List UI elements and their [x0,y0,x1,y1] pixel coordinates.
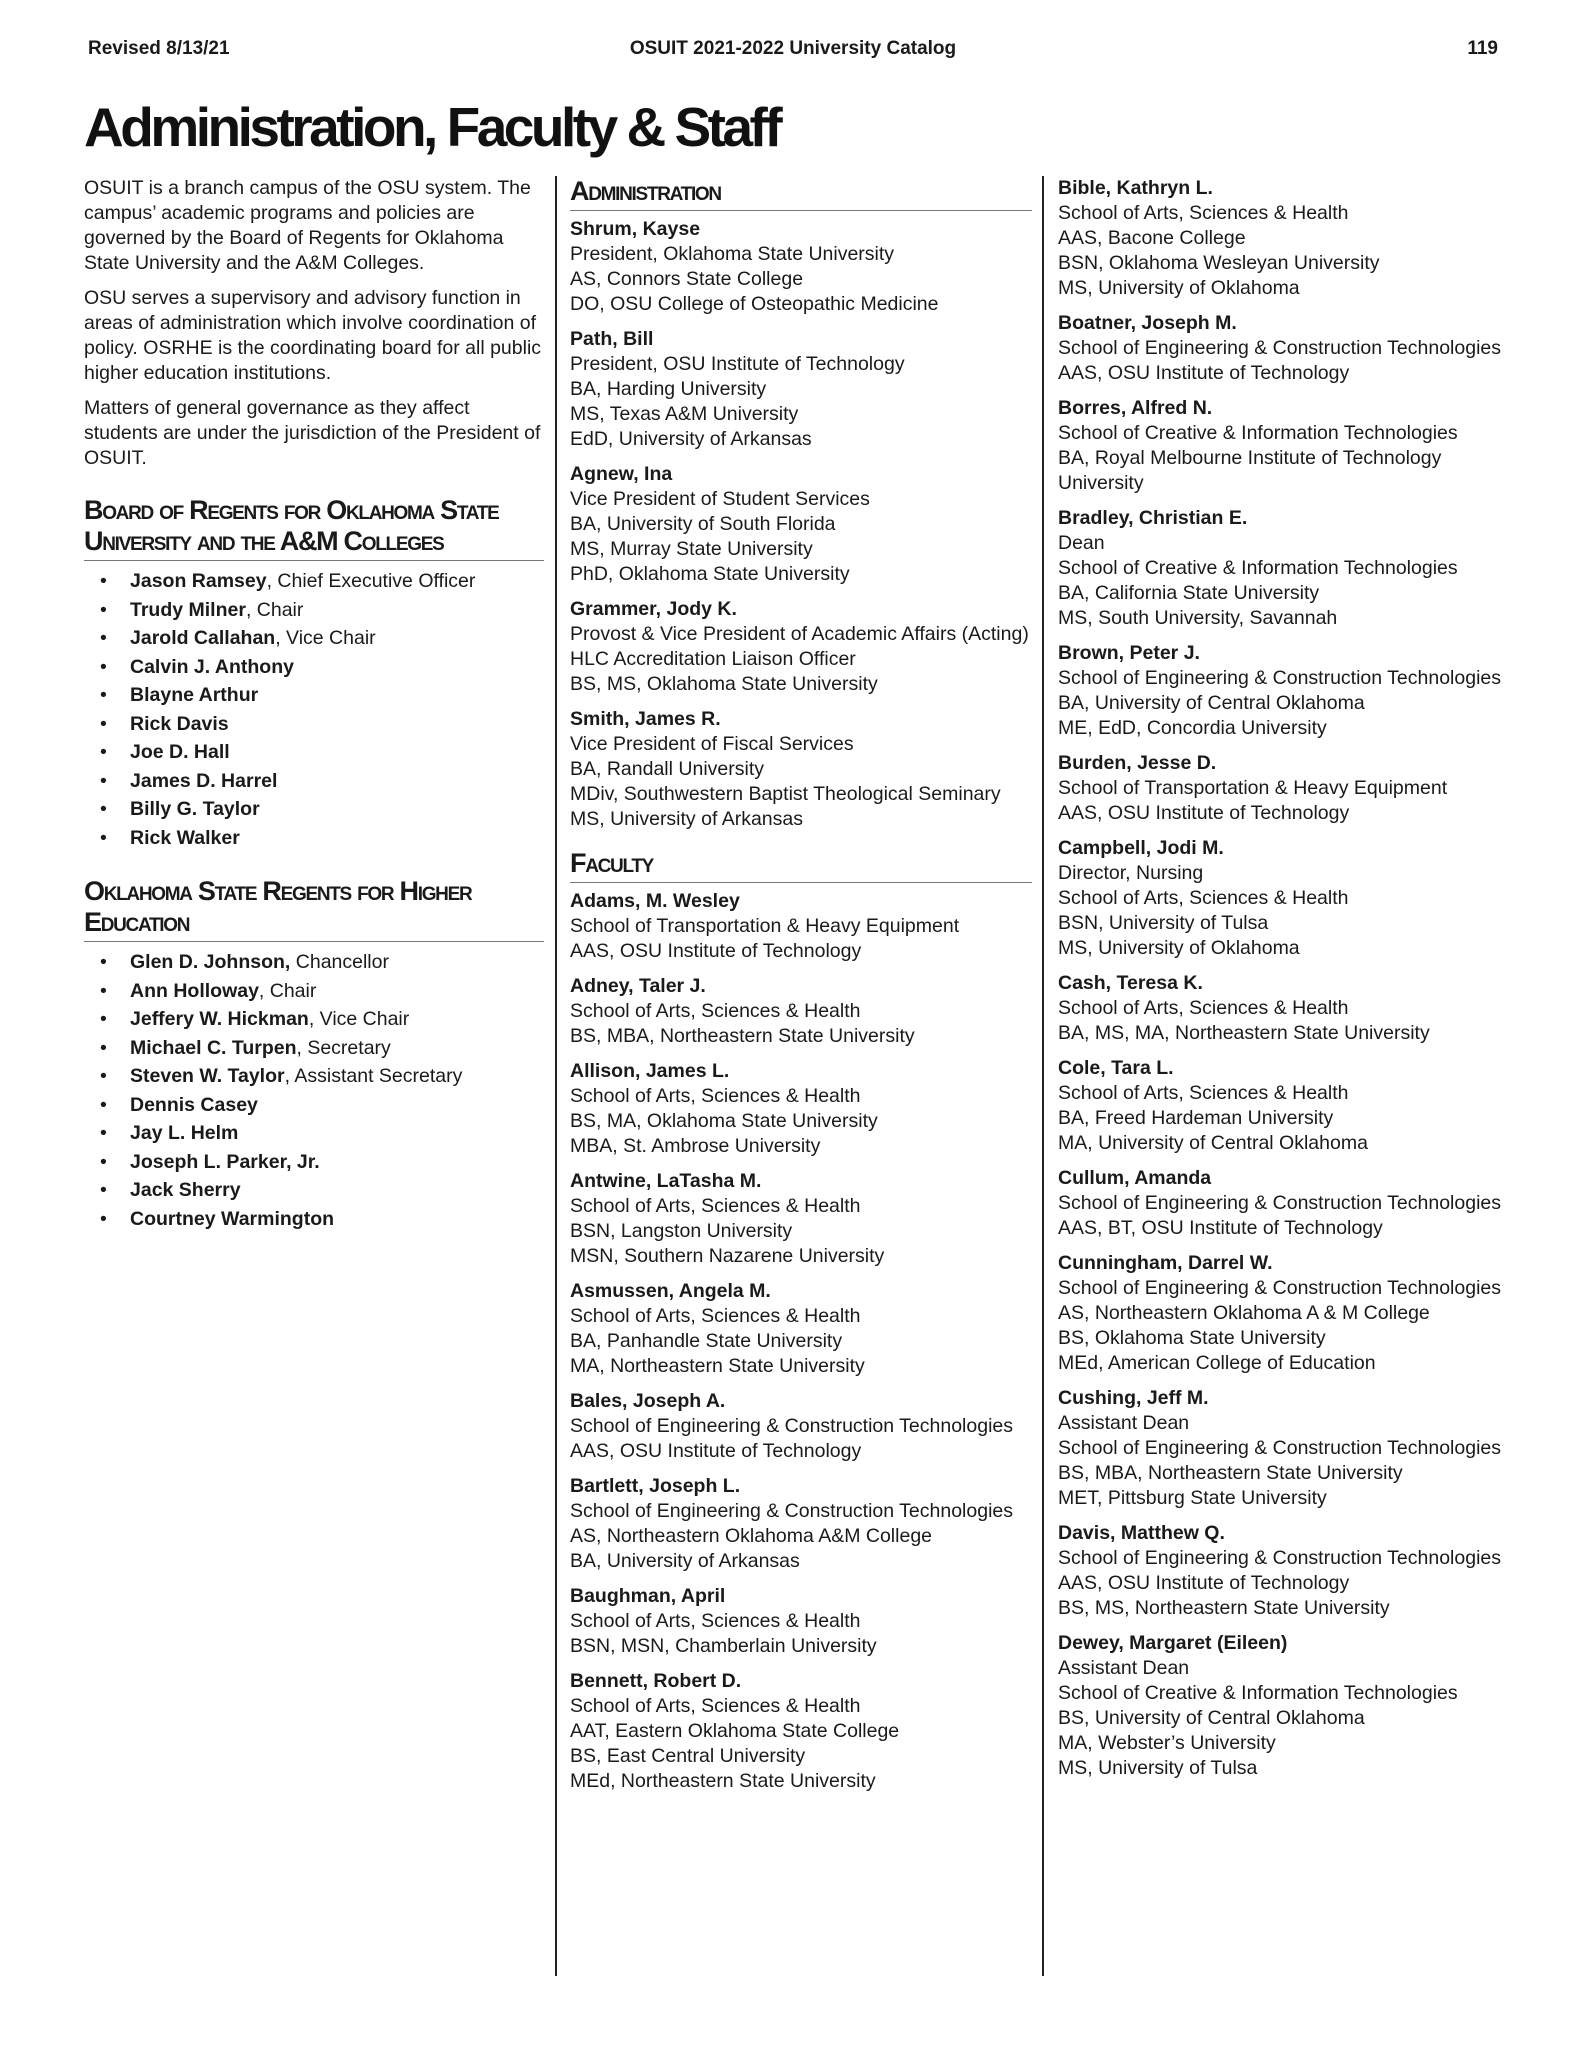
person-entry [1058,176,1508,301]
person-detail: BA, Harding University [570,378,767,400]
person-entry [570,1669,1032,1794]
member-role: , Chair [245,598,304,621]
person-name: Path, Bill [570,328,654,350]
bullet-icon: • [100,951,107,973]
roster-item [100,1119,544,1148]
person-detail: Assistant Dean [1058,1412,1190,1434]
person-detail: BS, East Central University [570,1745,806,1767]
person-detail: AAS, BT, OSU Institute of Technology [1058,1217,1383,1239]
person-detail: BA, California State University [1058,582,1320,604]
roster-item [100,1091,544,1120]
person-name: Cole, Tara L. [1058,1057,1174,1079]
member-name: Joseph L. Parker, Jr. [130,1150,320,1173]
person-detail: AAS, OSU Institute of Technology [570,1440,862,1462]
person-detail: School of Creative & Information Technologies [1058,422,1458,444]
member-name: Trudy Milner [130,598,246,621]
bullet-icon: • [100,598,107,621]
person-detail: BA, MS, MA, Northeastern State University [1058,1022,1430,1044]
roster-item [100,795,544,824]
member-role: , Chief Executive Officer [266,570,476,592]
person-detail: School of Arts, Sciences & Health [1058,887,1349,909]
person-detail: AAS, Bacone College [1058,227,1246,249]
administration-list [570,217,1032,832]
member-role: , Secretary [296,1036,391,1059]
member-name: Jay L. Helm [130,1122,239,1144]
person-entry [1058,751,1508,826]
person-detail: School of Engineering & Construction Technologies [1058,1437,1502,1459]
person-detail: BSN, Oklahoma Wesleyan University [1058,252,1380,274]
person-detail: AS, Northeastern Oklahoma A&M College [570,1525,933,1547]
bullet-icon: • [100,798,107,820]
bullet-icon: • [100,627,107,649]
person-entry [570,327,1032,452]
person-detail: Vice President of Fiscal Services [570,733,854,755]
person-entry [1058,1386,1508,1511]
bullet-icon: • [100,979,107,1002]
person-name: Cash, Teresa K. [1058,972,1203,994]
member-name: Blayne Arthur [130,684,259,706]
member-name: Jack Sherry [130,1179,241,1201]
member-name: Billy G. Taylor [130,798,260,820]
person-detail: MS, University of Tulsa [1058,1757,1258,1779]
person-detail: School of Arts, Sciences & Health [570,1085,861,1107]
roster-item [100,1148,544,1177]
person-detail: President, OSU Institute of Technology [570,353,905,375]
person-detail: School of Engineering & Construction Technologies [1058,1547,1502,1569]
bullet-icon: • [100,1008,107,1030]
bullet-icon: • [100,1179,107,1201]
person-name: Cushing, Jeff M. [1058,1387,1209,1409]
member-name: Steven W. Taylor [130,1065,285,1087]
person-entry [570,217,1032,317]
person-name: Grammer, Jody K. [570,598,737,620]
bullet-icon: • [100,741,107,763]
person-name: Agnew, Ina [570,463,673,485]
person-entry [1058,1166,1508,1241]
person-name: Bennett, Robert D. [570,1670,742,1692]
person-detail: MET, Pittsburg State University [1058,1487,1327,1509]
roster-item [100,977,544,1006]
running-header [88,38,1498,66]
person-detail: AAS, OSU Institute of Technology [1058,362,1350,384]
roster-item [100,738,544,767]
member-name: James D. Harrel [130,769,278,792]
person-detail: BA, Freed Hardeman University [1058,1107,1334,1129]
bullet-icon: • [100,570,107,592]
person-detail: BA, Randall University [570,758,764,780]
person-detail: DO, OSU College of Osteopathic Medicine [570,293,939,315]
person-name: Cunningham, Darrel W. [1058,1252,1273,1274]
person-detail: MS, University of Oklahoma [1058,937,1300,959]
roster-item [100,653,544,682]
person-entry [570,1059,1032,1159]
person-name: Campbell, Jodi M. [1058,837,1224,859]
person-name: Allison, James L. [570,1060,730,1082]
person-detail: School of Engineering & Construction Technologies [570,1415,1014,1437]
person-detail: School of Arts, Sciences & Health [1058,997,1349,1019]
member-name: Jarold Callahan [130,627,276,649]
member-name: Joe D. Hall [130,741,230,763]
person-name: Burden, Jesse D. [1058,752,1217,774]
person-name: Asmussen, Angela M. [570,1280,771,1302]
person-detail: MA, Webster’s University [1058,1732,1276,1754]
person-detail: BSN, University of Tulsa [1058,912,1269,934]
roster-item [100,710,544,739]
person-entry [1058,1631,1508,1781]
bullet-icon: • [100,1093,107,1116]
person-detail: BS, MS, Oklahoma State University [570,673,878,695]
person-detail: BS, Oklahoma State University [1058,1327,1326,1349]
bullet-icon: • [100,1207,107,1230]
bullet-icon: • [100,826,107,849]
person-entry [1058,311,1508,386]
person-name: Bales, Joseph A. [570,1390,726,1412]
board-of-regents-list [84,567,544,852]
person-name: Shrum, Kayse [570,218,701,240]
member-role: , Vice Chair [308,1008,410,1030]
person-name: Brown, Peter J. [1058,642,1200,664]
person-detail: MS, University of Arkansas [570,808,803,830]
person-detail: School of Arts, Sciences & Health [570,1195,861,1217]
person-detail: EdD, University of Arkansas [570,428,812,450]
person-name: Borres, Alfred N. [1058,397,1213,419]
person-detail: BS, MBA, Northeastern State University [570,1025,915,1047]
person-detail: President, Oklahoma State University [570,243,895,265]
member-role: Chancellor [290,951,389,973]
person-detail: School of Transportation & Heavy Equipment [1058,777,1448,799]
person-entry [570,1169,1032,1269]
page-number: 119 [1467,38,1498,59]
person-detail: Provost & Vice President of Academic Affairs (Acting) [570,623,1029,645]
person-entry [570,597,1032,697]
roster-item [100,1176,544,1205]
person-detail: BA, University of South Florida [570,513,836,535]
person-entry [1058,1251,1508,1376]
page-title: Administration, Faculty & Staff [84,96,780,158]
column-divider-right [1042,176,1044,1976]
state-regents-heading: Oklahoma State Regents for Higher Education [84,876,544,942]
bullet-icon: • [100,1036,107,1059]
member-name: Dennis Casey [130,1093,258,1116]
state-regents-list [84,948,544,1233]
person-detail: AAT, Eastern Oklahoma State College [570,1720,900,1742]
person-detail: Director, Nursing [1058,862,1204,884]
person-entry [570,974,1032,1049]
person-name: Baughman, April [570,1585,726,1607]
person-detail: School of Engineering & Construction Technologies [1058,1192,1502,1214]
bullet-icon: • [100,769,107,792]
roster-item [100,1034,544,1063]
person-detail: School of Arts, Sciences & Health [570,1000,861,1022]
person-name: Cullum, Amanda [1058,1167,1212,1189]
person-detail: School of Transportation & Heavy Equipment [570,915,960,937]
person-entry [570,1474,1032,1574]
roster-item [100,624,544,653]
person-detail: MSN, Southern Nazarene University [570,1245,885,1267]
member-name: Michael C. Turpen [130,1036,297,1059]
column-left [84,176,544,1233]
intro-paragraph: Matters of general governance as they affect students are under the jurisdiction of the President of OSUIT. [84,397,541,469]
member-name: Rick Walker [130,826,240,849]
person-detail: MS, Murray State University [570,538,813,560]
person-detail: BS, MBA, Northeastern State University [1058,1462,1403,1484]
person-detail: School of Engineering & Construction Technologies [1058,337,1502,359]
person-detail: MA, University of Central Oklahoma [1058,1132,1368,1154]
member-name: Rick Davis [130,712,229,735]
person-entry [570,1584,1032,1659]
person-detail: BSN, MSN, Chamberlain University [570,1635,877,1657]
person-name: Bradley, Christian E. [1058,507,1248,529]
person-detail: School of Arts, Sciences & Health [570,1610,861,1632]
person-entry [1058,971,1508,1046]
person-detail: School of Arts, Sciences & Health [570,1305,861,1327]
person-detail: BA, University of Central Oklahoma [1058,692,1365,714]
person-detail: MEd, American College of Education [1058,1352,1376,1374]
member-role: , Assistant Secretary [284,1065,463,1087]
person-name: Dewey, Margaret (Eileen) [1058,1632,1288,1654]
faculty-list-right [1058,176,1508,1781]
person-detail: HLC Accreditation Liaison Officer [570,648,856,670]
person-detail: AAS, OSU Institute of Technology [570,940,862,962]
intro-paragraph: OSUIT is a branch campus of the OSU system. The campus’ academic programs and policies are governed by the Board of Regents for Oklahoma State University and the A&M Colleges. [84,177,531,274]
bullet-icon: • [100,1065,107,1087]
person-entry [570,889,1032,964]
bullet-icon: • [100,712,107,735]
person-detail: School of Arts, Sciences & Health [1058,1082,1349,1104]
catalog-title: OSUIT 2021-2022 University Catalog [629,38,957,59]
person-detail: Dean [1058,532,1105,554]
member-name: Ann Holloway [130,979,259,1002]
roster-item [100,767,544,796]
bullet-icon: • [100,1122,107,1144]
person-detail: BS, University of Central Oklahoma [1058,1707,1365,1729]
person-detail: MA, Northeastern State University [570,1355,865,1377]
person-detail: MS, South University, Savannah [1058,607,1338,629]
roster-item [100,681,544,710]
person-detail: School of Engineering & Construction Technologies [570,1500,1014,1522]
faculty-heading: Faculty [570,848,1032,883]
person-entry [1058,396,1508,496]
person-detail: MBA, St. Ambrose University [570,1135,821,1157]
board-of-regents-heading: Board of Regents for Oklahoma State University and the A&M Colleges [84,495,544,561]
person-name: Adney, Taler J. [570,975,706,997]
person-detail: AS, Northeastern Oklahoma A & M College [1058,1302,1430,1324]
person-entry [1058,1056,1508,1156]
person-detail: School of Engineering & Construction Technologies [1058,1277,1502,1299]
roster-item [100,596,544,625]
column-right [1058,176,1508,1791]
person-detail: AAS, OSU Institute of Technology [1058,802,1350,824]
person-detail: Assistant Dean [1058,1657,1190,1679]
column-middle [570,176,1032,1804]
person-detail: AAS, OSU Institute of Technology [1058,1572,1350,1594]
person-entry [1058,836,1508,961]
administration-heading: Administration [570,176,1032,211]
person-entry [1058,506,1508,631]
member-name: Calvin J. Anthony [130,655,294,678]
person-entry [1058,641,1508,741]
person-detail: MDiv, Southwestern Baptist Theological Seminary [570,783,1001,805]
member-name: Jeffery W. Hickman [130,1008,309,1030]
person-detail: Vice President of Student Services [570,488,870,510]
person-detail: ME, EdD, Concordia University [1058,717,1327,739]
person-detail: School of Arts, Sciences & Health [1058,202,1349,224]
member-role: , Chair [258,979,317,1002]
column-divider-left [555,176,557,1976]
roster-item [100,1205,544,1234]
roster-item [100,1062,544,1091]
member-name: Jason Ramsey [130,570,267,592]
person-detail: School of Creative & Information Technologies [1058,1682,1458,1704]
bullet-icon: • [100,1150,107,1173]
person-detail: School of Engineering & Construction Technologies [1058,667,1502,689]
person-name: Boatner, Joseph M. [1058,312,1237,334]
person-detail: BA, University of Arkansas [570,1550,800,1572]
person-detail: BA, Panhandle State University [570,1330,843,1352]
person-entry [570,462,1032,587]
person-detail: BA, Royal Melbourne Institute of Technology University [1058,447,1442,494]
bullet-icon: • [100,684,107,706]
person-detail: PhD, Oklahoma State University [570,563,850,585]
person-name: Davis, Matthew Q. [1058,1522,1225,1544]
person-name: Smith, James R. [570,708,721,730]
person-detail: BSN, Langston University [570,1220,793,1242]
person-name: Bartlett, Joseph L. [570,1475,741,1497]
person-detail: MS, Texas A&M University [570,403,799,425]
person-name: Bible, Kathryn L. [1058,177,1213,199]
member-name: Courtney Warmington [130,1207,335,1230]
person-detail: AS, Connors State College [570,268,804,290]
roster-item [100,824,544,853]
person-entry [570,707,1032,832]
intro-paragraph: OSU serves a supervisory and advisory function in areas of administration which involve coordination of policy. OSRHE is the coordinating board for all public higher education institutions. [84,287,542,384]
person-entry [570,1279,1032,1379]
roster-item [100,1005,544,1034]
person-detail: MS, University of Oklahoma [1058,277,1300,299]
revised-date: Revised 8/13/21 [88,38,230,59]
person-entry [570,1389,1032,1464]
person-detail: BS, MS, Northeastern State University [1058,1597,1390,1619]
person-detail: BS, MA, Oklahoma State University [570,1110,878,1132]
roster-item [100,567,544,596]
person-detail: School of Creative & Information Technologies [1058,557,1458,579]
person-detail: School of Arts, Sciences & Health [570,1695,861,1717]
person-entry [1058,1521,1508,1621]
person-name: Adams, M. Wesley [570,890,740,912]
faculty-list-middle [570,889,1032,1794]
member-name: Glen D. Johnson, [130,951,291,973]
person-name: Antwine, LaTasha M. [570,1170,762,1192]
bullet-icon: • [100,655,107,678]
person-detail: MEd, Northeastern State University [570,1770,876,1792]
member-role: , Vice Chair [275,627,376,649]
roster-item [100,948,544,977]
